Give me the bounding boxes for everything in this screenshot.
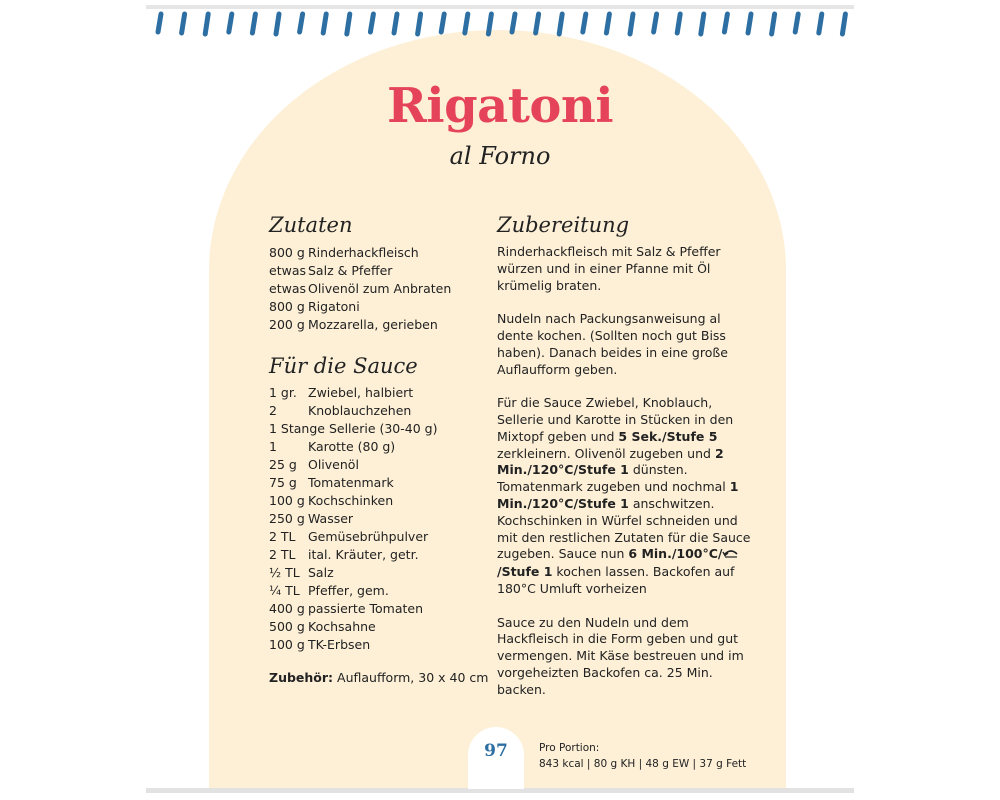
dash-mark [512, 14, 515, 32]
dash-mark [418, 14, 421, 34]
ingredient-quantity: 100 g [269, 493, 305, 508]
ingredient-quantity: 200 g [269, 317, 305, 332]
preparation-step-3 [497, 395, 757, 598]
nutrition-info [539, 740, 746, 772]
ingredient-row [269, 456, 437, 474]
dash-mark [182, 14, 185, 33]
step-3-setting: 6 Min./100°C/ [628, 546, 723, 562]
step-3-text: zerkleinern. Olivenöl zugeben und [497, 445, 715, 461]
step-3-setting: /Stufe 1 [497, 564, 553, 580]
step-3-text: Für die Sauce Zwiebel, Knoblauch, Sellerie und Karotte in Stücken in den Mixtopf geben und [497, 395, 734, 444]
ingredient-name: Kochsahne [308, 619, 376, 634]
recipe-subtitle: al Forno [449, 142, 551, 170]
dash-mark [252, 14, 255, 33]
preparation-step-1: Rinderhackfleisch mit Salz & Pfeffer würzen und in einer Pfanne mit Öl krümelig braten. [497, 244, 721, 293]
ingredient-quantity: 2 TL [269, 529, 296, 544]
ingredient-quantity: 400 g [269, 601, 305, 616]
dash-mark [819, 14, 822, 33]
ingredient-name: Karotte (80 g) [308, 439, 396, 454]
ingredient-name: Knoblauchzehen [308, 403, 412, 418]
dash-mark [441, 14, 444, 32]
dash-mark [394, 14, 397, 33]
dash-mark [158, 14, 161, 32]
ingredient-row [269, 582, 437, 600]
ingredient-quantity: 1 [269, 439, 277, 454]
ingredient-quantity: 2 TL [269, 547, 296, 562]
ingredient-name: Rinderhackfleisch [308, 245, 419, 260]
ingredient-quantity: 250 g [269, 511, 305, 526]
ingredient-name: Kochschinken [308, 493, 394, 508]
nutrition-values: 843 kcal | 80 g KH | 48 g EW | 37 g Fett [539, 758, 747, 770]
dash-mark [772, 14, 775, 34]
ingredient-row [269, 600, 437, 618]
step-3-text: kochen lassen. Backofen auf 180°C Umluft vorheizen [497, 564, 735, 596]
ingredient-row [269, 280, 451, 298]
ingredient-name: Zwiebel, halbiert [308, 385, 414, 400]
dash-mark [654, 14, 657, 32]
preparation-step-2: Nudeln nach Packungsanweisung al dente kochen. (Sollten noch gut Biss haben). Danach beides in eine große Auflaufform geben. [497, 311, 728, 377]
ingredient-row [269, 636, 437, 654]
dash-mark [229, 14, 232, 32]
dash-mark [748, 14, 751, 33]
ingredient-row [269, 384, 437, 402]
reverse-rotation-icon [722, 547, 740, 564]
ingredient-name: Mozzarella, gerieben [308, 317, 438, 332]
ingredient-quantity: etwas [269, 281, 306, 296]
accessories-label: Zubehör: [269, 670, 334, 685]
step-3-setting: 2 Min./120°C/Stufe 1 [497, 445, 724, 478]
step-3-setting: 1 Min./120°C/Stufe 1 [497, 479, 739, 511]
ingredient-quantity: 25 g [269, 457, 297, 472]
ingredient-quantity: etwas [269, 263, 306, 278]
ingredient-row [269, 316, 451, 334]
ingredient-quantity: ½ TL [269, 565, 300, 580]
ingredient-quantity: 1 gr. [269, 385, 297, 400]
page-number: 97 [484, 741, 508, 761]
dash-mark [465, 14, 468, 33]
dash-mark [842, 14, 845, 34]
ingredient-name: ital. Kräuter, getr. [308, 547, 419, 562]
nutrition-label: Pro Portion: [539, 742, 600, 754]
ingredient-quantity: 75 g [269, 475, 297, 490]
ingredient-name: Olivenöl zum Anbraten [308, 281, 452, 296]
dash-mark [488, 14, 491, 34]
step-3-setting: 5 Sek./Stufe 5 [618, 428, 718, 444]
ingredient-name: Olivenöl [308, 457, 359, 472]
ingredient-row [269, 402, 437, 420]
ingredient-quantity: 800 g [269, 299, 305, 314]
ingredients-heading: Zutaten [269, 213, 353, 237]
ingredient-row [269, 528, 437, 546]
dash-mark [559, 14, 562, 34]
ingredient-name: 1 Stange Sellerie (30-40 g) [269, 421, 438, 436]
dash-mark [300, 14, 303, 32]
ingredient-row [269, 474, 437, 492]
ingredient-row [269, 510, 437, 528]
dash-mark [205, 14, 208, 34]
dash-border [146, 8, 854, 42]
ingredient-row [269, 244, 451, 262]
ingredient-quantity: 2 [269, 403, 277, 418]
step-3-text: dünsten. Tomatenmark zugeben und nochmal [497, 462, 730, 495]
preparation-heading: Zubereitung [497, 213, 630, 237]
ingredient-row [269, 546, 437, 564]
dash-mark [276, 14, 279, 34]
dash-mark [795, 14, 798, 32]
step-3-text: anschwitzen. Kochschinken in Würfel schneiden und mit den restlichen Zutaten für die Sauce zugeben. Sauce nun [497, 495, 751, 562]
dash-mark [370, 14, 373, 32]
ingredient-quantity: 100 g [269, 637, 305, 652]
dash-mark [630, 14, 633, 34]
ingredient-name: Salz & Pfeffer [308, 263, 393, 278]
dash-mark [701, 14, 704, 34]
preparation-step-4: Sauce zu den Nudeln und dem Hackfleisch in die Form geben und gut vermengen. Mit Käse bestreuen und im vorgeheizten Backofen ca. 25 Min. backen. [497, 614, 744, 697]
recipe-title: Rigatoni [386, 78, 614, 134]
dash-mark [677, 14, 680, 33]
dash-mark [606, 14, 609, 33]
dash-mark [323, 14, 326, 33]
dash-mark [536, 14, 539, 33]
ingredient-name: Salz [308, 565, 334, 580]
ingredient-name: Pfeffer, gem. [308, 583, 389, 598]
ingredient-row [269, 492, 437, 510]
ingredient-row [269, 438, 437, 456]
ingredient-name: Gemüsebrühpulver [308, 529, 429, 544]
ingredient-name: passierte Tomaten [308, 601, 423, 616]
preparation-text [497, 244, 757, 715]
sauce-ingredients-list [269, 384, 437, 654]
dash-mark [724, 14, 727, 32]
ingredient-quantity: 800 g [269, 245, 305, 260]
ingredient-name: TK-Erbsen [308, 637, 371, 652]
ingredients-list [269, 244, 451, 334]
ingredient-row [269, 262, 451, 280]
dash-mark [347, 14, 350, 34]
dash-mark [583, 14, 586, 32]
accessories-value: Auflaufform, 30 x 40 cm [333, 670, 489, 685]
ingredient-name: Tomatenmark [308, 475, 394, 490]
ingredient-quantity: 500 g [269, 619, 305, 634]
accessories [269, 670, 488, 685]
ingredient-row [269, 298, 451, 316]
ingredient-quantity: ¼ TL [269, 583, 300, 598]
sauce-heading: Für die Sauce [269, 354, 418, 378]
ingredient-name: Wasser [308, 511, 354, 526]
ingredient-name: Rigatoni [308, 299, 360, 314]
ingredient-row [269, 420, 437, 438]
ingredient-row [269, 618, 437, 636]
ingredient-row [269, 564, 437, 582]
